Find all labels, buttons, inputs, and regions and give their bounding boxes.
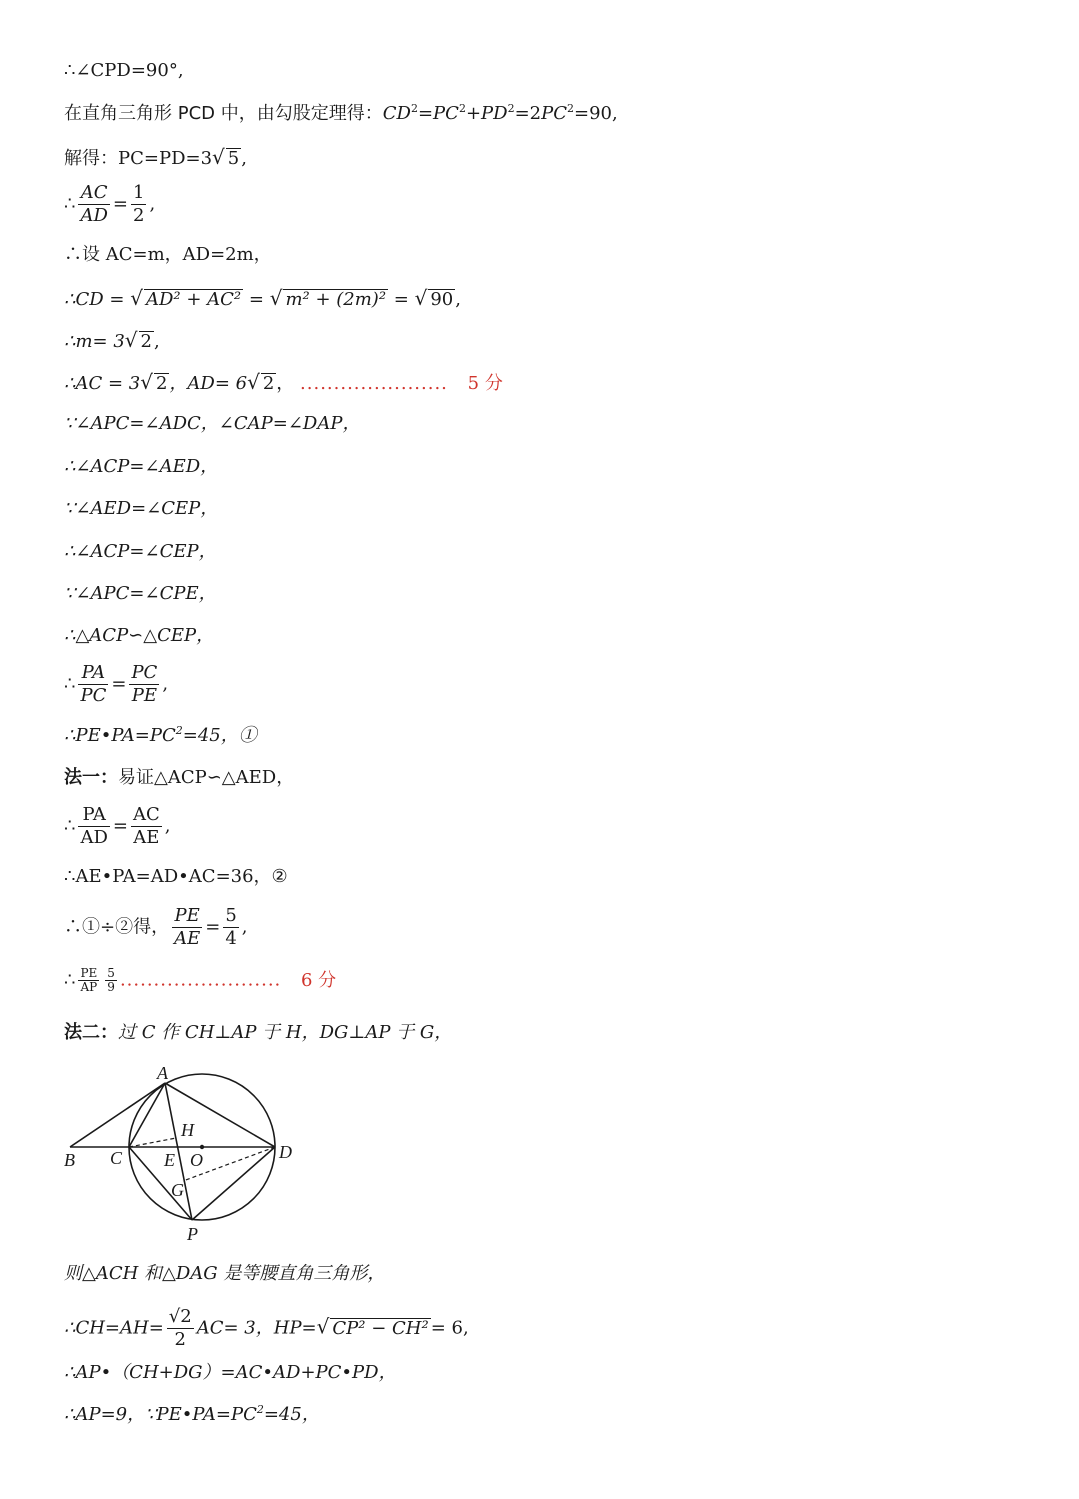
step-ac-ad-values: ∴AC = 3√ 2 ，AD= 6√ 2 ， ...................... 5 分 <box>64 370 503 394</box>
fraction: $\frac{PE}{AP}$ <box>80 966 98 994</box>
line-dp <box>192 1147 275 1220</box>
label-o: O <box>190 1150 203 1170</box>
line-ac <box>129 1083 165 1147</box>
label-b: B <box>64 1150 75 1170</box>
fraction: $\frac{5}{4}$ <box>225 905 237 949</box>
label-c: C <box>110 1148 123 1168</box>
step-ratio-pa-pc: ∴ $\frac{PA}{PC}$ = $\frac{PC}{PE}$ , <box>64 662 169 706</box>
step-angle-equal-2: ∴∠ACP=∠AED， <box>64 456 219 477</box>
label-a: A <box>157 1063 168 1083</box>
fraction: $\frac{AC}{AE}$ <box>132 804 160 848</box>
method-one-heading: 法一：易证△ACP∽△AED， <box>64 767 295 788</box>
fraction: $\frac{PA}{PC}$ <box>80 662 107 706</box>
score-leader-dots: ...................... <box>300 373 448 394</box>
fraction: $\frac{PC}{PE}$ <box>131 662 158 706</box>
geometry-figure <box>60 1060 310 1250</box>
step-let-m: ∴设 AC=m，AD=2m， <box>64 244 272 265</box>
step-angle-cpd: ∴∠CPD=90°, <box>64 60 184 81</box>
step-area-relation: ∴AP•（CH+DG）=AC•AD+PC•PD， <box>64 1362 397 1383</box>
step-divide: ∴①÷②得， $\frac{PE}{AE}$ = $\frac{5}{4}$ , <box>64 905 248 949</box>
step-angle-equal-1: ∵∠APC=∠ADC，∠CAP=∠DAP， <box>64 413 361 434</box>
step-ch-ah-values: ∴CH=AH= $\frac{√2}{2}$ AC= 3，HP=√ CP² − CH² = 6, <box>64 1306 469 1350</box>
step-ratio-pa-ad: ∴ $\frac{PA}{AD}$ = $\frac{AC}{AE}$ , <box>64 804 171 848</box>
step-ratio-ac-ad: ∴ $\frac{AC}{AD}$ = $\frac{1}{2}$ , <box>64 182 156 226</box>
step-pe-ap-ratio: ∴ $\frac{PE}{AP}$ $\frac{5}{9}$ ........................ 6 分 <box>64 966 337 994</box>
fraction: $\frac{AC}{AD}$ <box>80 182 108 226</box>
center-point <box>200 1145 204 1149</box>
label-g: G <box>171 1180 184 1200</box>
step-ae-pa-product: ∴AE•PA=AD•AC=36，② <box>64 866 288 887</box>
fraction: $\frac{PE}{AE}$ <box>174 905 201 949</box>
label-h: H <box>181 1120 194 1140</box>
step-angle-equal-5: ∵∠APC=∠CPE， <box>64 583 217 604</box>
method-two-heading: 法二：过 C 作 CH⊥AP 于 H，DG⊥AP 于 G， <box>64 1022 453 1043</box>
label-p: P <box>187 1224 198 1244</box>
step-m-value: ∴m= 3√ 2 , <box>64 328 160 352</box>
step-solve-pc: 解得：PC=PD=3√ 5 , <box>64 145 247 169</box>
score-leader-dots: ........................ <box>119 969 282 991</box>
fraction: $\frac{√2}{2}$ <box>168 1306 192 1350</box>
step-angle-equal-4: ∴∠ACP=∠CEP， <box>64 541 217 562</box>
score-mark: 6 分 <box>301 969 337 991</box>
step-similar-triangles: ∴△ACP∽△CEP， <box>64 625 215 646</box>
step-ap-value: ∴AP=9，$\because PE•PA=PC^2=45$， <box>64 1403 320 1425</box>
label-d: D <box>279 1142 292 1162</box>
fraction: $\frac{1}{2}$ <box>132 182 145 226</box>
step-pe-pa-product: $\therefore PE•PA=PC^2=45$，① <box>64 724 257 746</box>
step-pythagoras: 在直角三角形 PCD 中，由勾股定理得：$CD^2=PC^2+PD^2=2PC^2=90$, <box>64 102 618 124</box>
step-isosceles-right: 则△ACH 和△DAG 是等腰直角三角形， <box>64 1263 386 1284</box>
step-cd-length: ∴CD = √ AD² + AC² = √ m² + (2m)² = √ 90 , <box>64 286 461 310</box>
fraction: $\frac{5}{9}$ <box>107 966 115 994</box>
fraction: $\frac{PA}{AD}$ <box>80 804 108 848</box>
line-ba <box>70 1083 165 1147</box>
score-mark: 5 分 <box>467 373 503 394</box>
step-angle-equal-3: ∵∠AED=∠CEP， <box>64 498 219 519</box>
label-e: E <box>164 1150 175 1170</box>
line-ch-dashed <box>129 1138 176 1147</box>
